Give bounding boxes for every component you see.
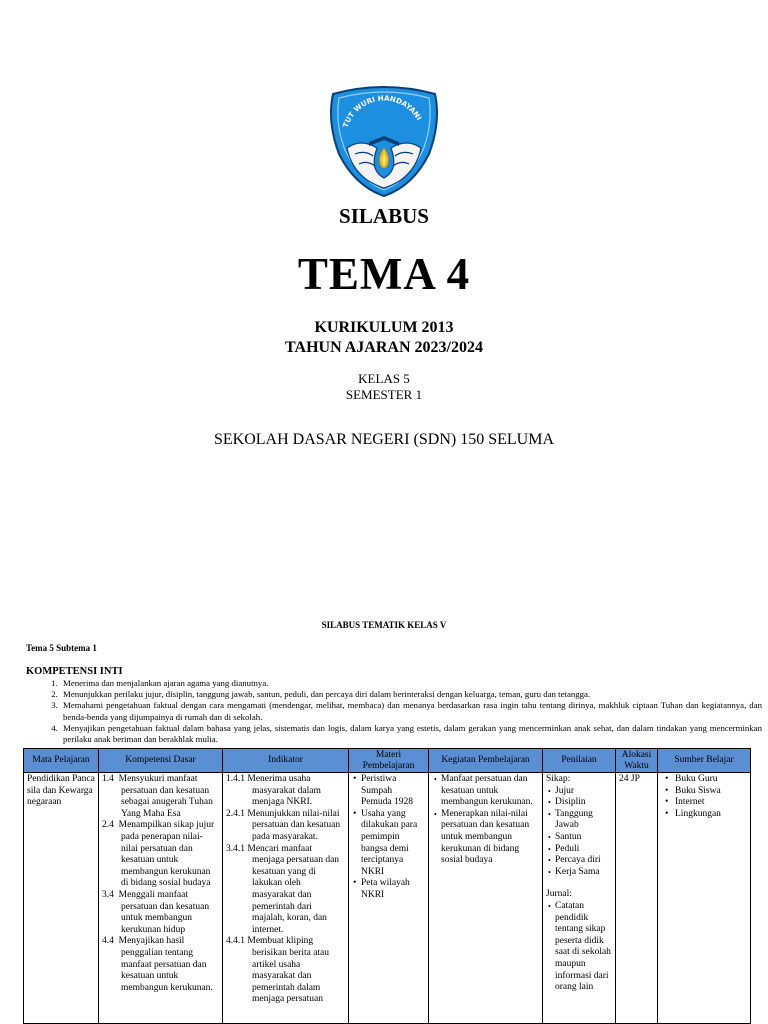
indicator-text: Membuat kliping berisikan berita atau artikel usaha masyarakat dan pemerintah dalam menjaga persatuan [247, 936, 330, 1005]
kd-text: Menyajikan hasil penggalian tentang manfaat persatuan dan kesatuan untuk membangun kerukunan. [118, 936, 213, 993]
core-competence-heading: KOMPETENSI INTI [26, 666, 123, 677]
cell-penilaian [543, 773, 616, 1024]
core-competence-item: 3. Memahami pengetahuan faktual dengan cara mengamati (mendengar, melihat, membaca) dan menanya berdasarkan rasa ingin tahu tentang dirinya, makhluk ciptaan Tuhan dan kegiatannya, dan benda-benda yang dijumpainya di rumah dan di sekolah. [60, 700, 762, 722]
indicator-item [226, 936, 345, 1006]
kd-text: Mensyukuri manfaat persatuan dan kesatuan sebagai anugerah Tuhan Yang Maha Esa [118, 774, 213, 819]
syllabus-subtitle: SILABUS TEMATIK KELAS V [321, 620, 447, 630]
kd-item [102, 820, 219, 890]
materi-item: • Peristiwa Sumpah Pemuda 1928 [361, 774, 425, 809]
indicator-text: Menunjukkan nilai-nilai persatuan dan kesatuan pada masyarakat. [247, 808, 341, 842]
kd-text: Menampilkan sikap jujur pada penerapan nilai-nilai persatuan dan kesatuan untuk membangun kerukunan di bidang sosial budaya [118, 820, 215, 889]
subject-name: Pendidikan Pancasila dan Kewarganegaraan [27, 774, 95, 808]
cell-kegiatan [429, 773, 543, 1024]
cell-mapel [24, 773, 99, 1024]
cell-materi [349, 773, 429, 1024]
materi-item: • Peta wilayah NKRI [361, 878, 425, 901]
class-label: KELAS 5 [358, 371, 410, 386]
indicator-text: Mencari manfaat menjaga persatuan dan kesatuan yang di lakukan oleh masyarakat dan pemerintah dari majalah, koran, dan internet. [247, 843, 340, 935]
school-name: SEKOLAH DASAR NEGERI (SDN) 150 SELUMA [214, 431, 554, 448]
kd-item [102, 936, 219, 994]
header-kegiatan: Kegiatan Pembelajaran [429, 749, 543, 773]
kd-item [102, 774, 219, 820]
indicator-item [226, 774, 345, 809]
curriculum-block [0, 318, 768, 358]
sikap-item: • Tanggung Jawab [555, 809, 612, 832]
cell-alokasi [616, 773, 658, 1024]
logo-motto: TUT WURI HANDAYANI [340, 93, 424, 129]
source-item: • Buku Siswa [675, 786, 747, 798]
indicator-text: Menerima usaha masyarakat dalam menjaga NKRI. [247, 774, 321, 808]
source-item: • Lingkungan [675, 809, 747, 821]
header-materi: Materi Pembelajaran [349, 749, 429, 773]
table-header-row [24, 749, 751, 773]
cell-kd [99, 773, 223, 1024]
core-competence-list [40, 678, 762, 745]
tut-wuri-handayani-logo [325, 82, 443, 198]
sikap-item: • Percaya diri [555, 855, 612, 867]
header-mata-pelajaran: Mata Pelajaran [24, 749, 99, 773]
indicator-number: 2.4.1 [226, 808, 245, 819]
cell-indikator [223, 773, 349, 1024]
sikap-item: • Peduli [555, 844, 612, 856]
indicator-item [226, 809, 345, 844]
indicator-number: 4.4.1 [226, 936, 245, 947]
table-row [24, 773, 751, 1024]
source-item: • Buku Guru [675, 774, 747, 786]
indicator-item [226, 844, 345, 937]
semester-label: SEMESTER 1 [345, 387, 423, 402]
header-indikator: Indikator [223, 749, 349, 773]
class-block [0, 371, 768, 403]
theme-subtheme-label: Tema 5 Subtema 1 [26, 643, 97, 653]
academic-year-label: TAHUN AJARAN 2023/2024 [285, 339, 483, 356]
header-alokasi: Alokasi Waktu [616, 749, 658, 773]
syllabus-table [23, 748, 751, 1024]
materi-item: • Usaha yang dilakukan para pemimpin bangsa demi terciptanya NKRI [361, 809, 425, 879]
core-competence-item: 1. Menerima dan menjalankan ajaran agama yang dianutnya. [60, 678, 762, 689]
time-allocation: 24 JP [619, 774, 640, 784]
cell-sumber [658, 773, 751, 1024]
source-item: • Internet [675, 797, 747, 809]
kd-number: 3.4 [102, 889, 114, 900]
indicator-number: 3.4.1 [226, 843, 245, 854]
kd-item [102, 890, 219, 936]
kegiatan-item: • Manfaat persatuan dan kesatuan untuk membangun kerukunan. [441, 774, 539, 809]
header-sumber: Sumber Belajar [658, 749, 751, 773]
curriculum-label: KURIKULUM 2013 [314, 319, 454, 336]
jurnal-item: • Catatan pendidik tentang sikap peserta didik saat di sekolah maupun informasi dari orang lain [555, 901, 612, 994]
sikap-item: • Disiplin [555, 797, 612, 809]
sikap-item: • Santun [555, 832, 612, 844]
theme-title: TEMA 4 [297, 249, 471, 299]
sikap-item: • Kerja Sama [555, 867, 612, 879]
sikap-label: Sikap: [546, 774, 571, 784]
header-kompetensi-dasar: Kompetensi Dasar [99, 749, 223, 773]
kd-text: Menggali manfaat persatuan dan kesatuan untuk membangun kerukunan hidup [118, 889, 210, 935]
header-penilaian: Penilaian [543, 749, 616, 773]
core-competence-item: 2. Menunjukkan perilaku jujur, disiplin, tanggung jawab, santun, peduli, dan percaya diri dalam berinteraksi dengan keluarga, teman, guru dan tetangga. [60, 689, 762, 700]
jurnal-label: Jurnal: [546, 889, 572, 900]
core-competence-item: 4. Menyajikan pengetahuan faktual dalam bahasa yang jelas, sistematis dan logis, dalam karya yang estetis, dalam gerakan yang mencerminkan anak sehat, dan dalam tindakan yang mencerminkan perilaku anak beriman dan berakhlak mulia. [60, 723, 762, 745]
indicator-number: 1.4.1 [226, 774, 245, 784]
kd-number: 2.4 [102, 820, 114, 831]
kegiatan-item: • Menerapkan nilai-nilai persatuan dan kesatuan untuk membangun kerukunan di bidang sosial budaya [441, 809, 539, 867]
kd-number: 4.4 [102, 936, 114, 947]
document-title: SILABUS [339, 204, 429, 228]
sikap-item: • Jujur [555, 786, 612, 798]
kd-number: 1.4 [102, 774, 114, 784]
